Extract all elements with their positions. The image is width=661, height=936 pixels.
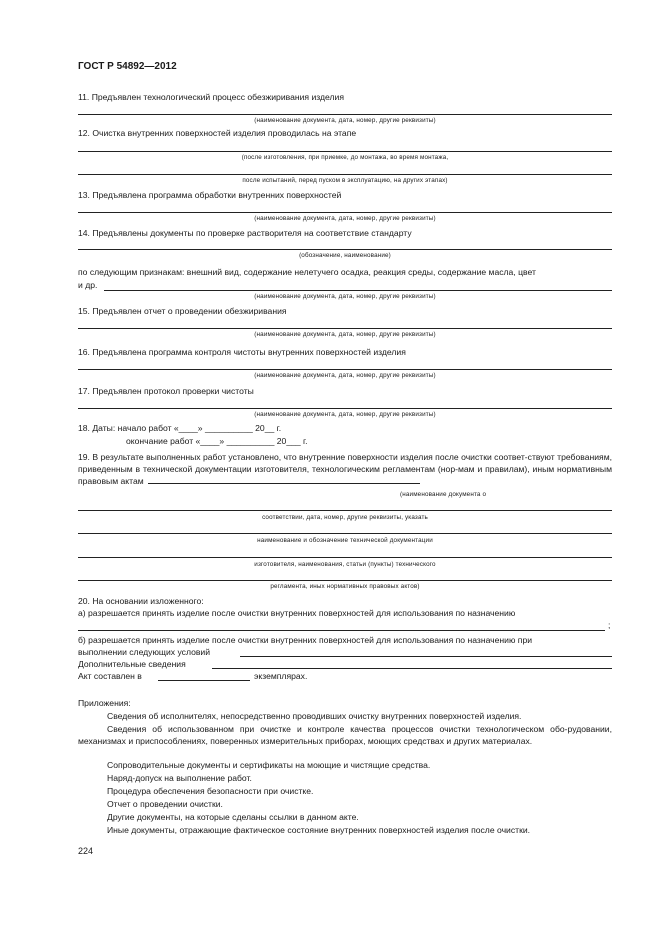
fill-line-20a[interactable] xyxy=(78,630,605,631)
caption-14b: (наименование документа, дата, номер, другие реквизиты) xyxy=(254,293,436,300)
fill-line-copies[interactable] xyxy=(158,680,250,681)
caption-16: (наименование документа, дата, номер, другие реквизиты) xyxy=(254,372,436,379)
fill-line-17[interactable] xyxy=(78,408,612,409)
item-20: 20. На основании изложенного: xyxy=(78,596,204,606)
fill-line-14b[interactable] xyxy=(104,290,612,291)
fill-line-19b[interactable] xyxy=(78,510,612,511)
item-13: 13. Предъявлена программа обработки внутренних поверхностей xyxy=(78,190,342,200)
attachment-item: Отчет о проведении очистки. xyxy=(107,799,223,809)
item-16: 16. Предъявлена программа контроля чистоты внутренних поверхностей изделия xyxy=(78,347,406,357)
attachment-item: Другие документы, на которые сделаны ссылки в данном акте. xyxy=(107,812,359,822)
act-copies-label: Акт составлен в xyxy=(78,671,142,681)
fill-line-12a[interactable] xyxy=(78,151,612,152)
item-19: 19. В результате выполненных работ установлено, что внутренние поверхности изделия после очистки соответ-ствуют требованиям, приведенным в технической документации изготовителя, технологическим регламентам (нор-мам и правилам), иным нормативным правовым актам xyxy=(78,452,612,487)
fill-line-19[interactable] xyxy=(148,475,420,484)
fill-line-19d[interactable] xyxy=(78,557,612,558)
fill-line-16[interactable] xyxy=(78,369,612,370)
item-15: 15. Предъявлен отчет о проведении обезжиривания xyxy=(78,306,287,316)
item-20a-end: ; xyxy=(608,620,611,630)
caption-11: (наименование документа, дата, номер, другие реквизиты) xyxy=(254,117,436,124)
item-20b: б) разрешается принять изделие после очистки внутренних поверхностей для использования по назначению при xyxy=(78,635,533,645)
attachment-item: Сопроводительные документы и сертификаты на моющие и чистящие средства. xyxy=(107,760,431,770)
extra-info-label: Дополнительные сведения xyxy=(78,659,186,669)
item-14-etc: и др. xyxy=(78,280,98,290)
item-20a: а) разрешается принять изделие после очистки внутренних поверхностей для использования по назначению xyxy=(78,608,516,618)
caption-19e: регламента, иных нормативных правовых актов) xyxy=(270,583,420,590)
caption-19c: наименование и обозначение технической документации xyxy=(257,537,433,544)
attachment-item: Процедура обеспечения безопасности при очистке. xyxy=(107,786,314,796)
fill-line-extra[interactable] xyxy=(212,668,612,669)
fill-line-11[interactable] xyxy=(78,114,612,115)
caption-12b: после испытаний, перед пуском в эксплуатацию, на других этапах) xyxy=(242,177,448,184)
act-copies-suffix: экземплярах. xyxy=(254,671,308,681)
item-14: 14. Предъявлены документы по проверке растворителя на соответствие стандарту xyxy=(78,228,412,238)
caption-17: (наименование документа, дата, номер, другие реквизиты) xyxy=(254,411,436,418)
attachment-item: Сведения об использованном при очистке и контроле качества процессов очистки технологическом обо-рудовании, механизмах и приспособлениях, поверенных измерительных приборах, моющих средствах и других материалах. xyxy=(78,724,612,746)
item-20b-cond: выполнении следующих условий xyxy=(78,647,211,657)
fill-line-13[interactable] xyxy=(78,212,612,213)
attachment-item: Сведения об исполнителях, непосредственно проводивших очистку внутренних поверхностей изделия. xyxy=(107,711,522,721)
caption-19b: соответствии, дата, номер, другие реквизиты, указать xyxy=(262,514,428,521)
caption-13: (наименование документа, дата, номер, другие реквизиты) xyxy=(254,215,436,222)
item-17: 17. Предъявлен протокол проверки чистоты xyxy=(78,386,254,396)
item-18-end: окончание работ «____» __________ 20___ г. xyxy=(126,436,308,446)
caption-19a: (наименование документа о xyxy=(400,491,487,498)
fill-line-19e[interactable] xyxy=(78,580,612,581)
item-14-criteria: по следующим признакам: внешний вид, содержание нелетучего осадка, реакция среды, содержание масла, цвет xyxy=(78,267,536,277)
item-18-start: 18. Даты: начало работ «____» __________ 20__ г. xyxy=(78,423,282,433)
fill-line-14[interactable] xyxy=(78,249,612,250)
fill-line-12b[interactable] xyxy=(78,174,612,175)
page-number: 224 xyxy=(78,846,94,856)
item-12: 12. Очистка внутренних поверхностей изделия проводилась на этапе xyxy=(78,128,357,138)
fill-line-15[interactable] xyxy=(78,328,612,329)
attachments-title: Приложения: xyxy=(78,698,131,708)
fill-line-19c[interactable] xyxy=(78,533,612,534)
item-11: 11. Предъявлен технологический процесс обезжиривания изделия xyxy=(78,92,345,102)
caption-12a: (после изготовления, при приемке, до монтажа, во время монтажа, xyxy=(241,154,449,161)
caption-14: (обозначение, наименование) xyxy=(299,252,391,259)
fill-line-20b[interactable] xyxy=(240,656,612,657)
attachment-item: Иные документы, отражающие фактическое состояние внутренних поверхностей изделия после очистки. xyxy=(107,825,531,835)
caption-19d: изготовителя, наименования, статьи (пункты) технического xyxy=(254,561,436,568)
attachment-item: Наряд-допуск на выполнение работ. xyxy=(107,773,252,783)
caption-15: (наименование документа, дата, номер, другие реквизиты) xyxy=(254,331,436,338)
page-title: ГОСТ Р 54892—2012 xyxy=(78,61,177,72)
